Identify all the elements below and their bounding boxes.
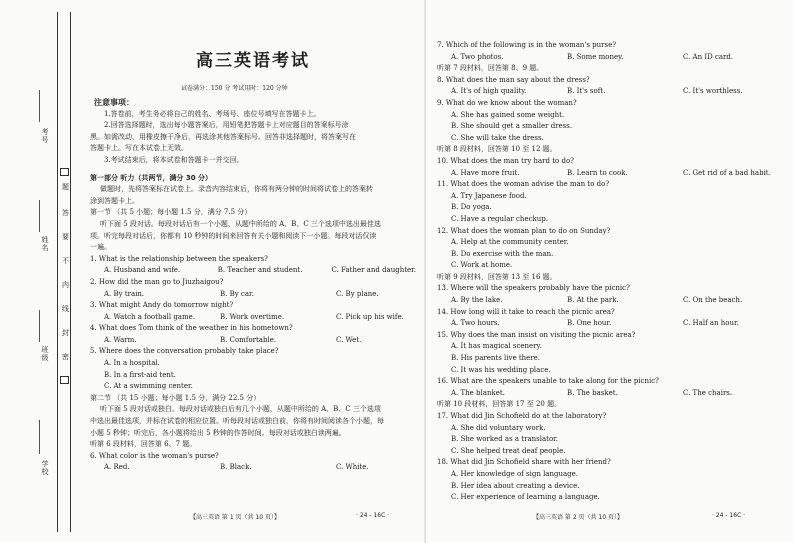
name-label: 姓名 xyxy=(41,236,49,252)
question-text: 18. What did Jin Schofield share with her friend? xyxy=(437,458,611,467)
seal-char: 不 xyxy=(62,257,69,265)
notice-line: 答题卡上。写在本试卷上无效。 xyxy=(90,144,188,153)
seal-char: 要 xyxy=(62,233,69,241)
option-b[interactable]: B. Work overtime. xyxy=(220,312,285,321)
option-c[interactable]: C. Work at home. xyxy=(451,261,513,270)
notice-line: 黑。如需改动，用橡皮擦干净后，再选涂其他答案标号。回答非选择题时，将答案写在 xyxy=(90,132,356,141)
option-a[interactable]: A. Try Japanese food. xyxy=(451,191,527,200)
school-underline xyxy=(39,420,40,454)
question-options xyxy=(104,335,416,347)
question-text: 16. What are the speakers unable to take along for the picnic? xyxy=(437,377,659,386)
exam-title: 高三英语考试 xyxy=(196,51,310,71)
section2-heading: 第二节 （共 15 小题；每小题 1.5 分，满分 22.5 分） xyxy=(90,393,261,402)
seal-char: 线 xyxy=(62,305,69,313)
section2-intro: 听下面 5 段对话或独白。每段对话或独白后有几个小题，从题中所给的 A、B、C 三个选项 xyxy=(100,405,381,414)
seal-char: 答 xyxy=(62,209,69,217)
question-options xyxy=(451,168,787,180)
question-options xyxy=(451,295,787,307)
part1-intro: 做题时，先将答案标在试卷上。录音内容结束后，你将有两分钟的时间将试卷上的答案转 xyxy=(100,185,373,194)
option-c[interactable]: C. An ID card. xyxy=(683,52,734,61)
page-footer-label: 【高三英语 第 1 页（共 10 页）】 xyxy=(190,514,280,521)
option-a[interactable]: A. Two hours. xyxy=(451,319,500,328)
section1-intro: 听下面 5 段对话。每段对话后有一个小题，从题中所给的 A、B、C 三个选项中选出最佳选 xyxy=(100,219,381,228)
left-column xyxy=(90,97,416,474)
question-text: 14. How long will it take to reach the picnic area? xyxy=(437,307,615,316)
question-text: 15. Why does the man insist on visiting the picnic area? xyxy=(437,330,636,339)
question-options xyxy=(451,86,787,98)
notice-line: 2.回答选择题时，选出每小题答案后，用铅笔把答题卡上对应题目的答案标号涂 xyxy=(104,121,349,130)
option-b[interactable]: B. Her idea about creating a device. xyxy=(451,481,580,490)
option-b[interactable]: B. It's soft. xyxy=(567,87,606,96)
option-a[interactable]: A. It's of high quality. xyxy=(451,87,527,96)
section2-intro: 小题 5 秒钟；听完后，各小题将给出 5 秒钟的作答时间。每段对话或独白读两遍。 xyxy=(90,428,346,437)
seal-char: 内 xyxy=(62,281,69,289)
school-label: 学校 xyxy=(41,460,49,476)
option-c[interactable]: C. Get rid of a bad habit. xyxy=(683,168,771,177)
option-a[interactable]: A. Two photos. xyxy=(451,52,504,61)
option-a[interactable]: A. The blanket. xyxy=(451,388,505,397)
option-a[interactable]: A. She did voluntary work. xyxy=(451,423,546,432)
question-text: 11. What does the woman advise the man to do? xyxy=(437,180,610,189)
right-column xyxy=(437,40,787,504)
listening-instruction: 听第 10 段材料，回答第 17 至 20 题。 xyxy=(437,400,562,409)
section2-intro: 中选出最佳选项，并标在试卷的相应位置。听每段对话或独白前，你将有时间阅读各个小题，每 xyxy=(90,417,384,426)
option-a[interactable]: A. Warm. xyxy=(104,335,137,344)
option-b[interactable]: B. Some money. xyxy=(567,52,624,61)
section1-heading: 第一节 （共 5 小题；每小题 1.5 分，满分 7.5 分） xyxy=(90,208,252,217)
option-a[interactable]: A. By the lake. xyxy=(451,296,503,305)
option-c[interactable]: C. She helped treat deaf people. xyxy=(451,446,566,455)
option-b[interactable]: B. Teacher and student. xyxy=(217,266,303,275)
option-b[interactable]: B. Learn to cook. xyxy=(567,168,628,177)
question-text: 17. What did Jin Schofield do at the laboratory? xyxy=(437,412,607,420)
seal-char: 密 xyxy=(62,353,69,361)
option-b[interactable]: B. One hour. xyxy=(567,319,612,328)
seal-marker xyxy=(60,168,69,176)
option-c[interactable]: C. Half an hour. xyxy=(683,319,739,328)
option-b[interactable]: B. In a first-aid tent. xyxy=(104,370,176,379)
question-options xyxy=(451,52,787,64)
class-underline xyxy=(39,310,40,342)
question-text: 12. What does the woman plan to do on Sunday? xyxy=(437,226,611,235)
seal-char: 题 xyxy=(62,183,69,191)
option-a[interactable]: A. Red. xyxy=(104,463,130,472)
option-a[interactable]: A. By train. xyxy=(104,289,145,298)
class-label: 班级 xyxy=(41,346,49,362)
seal-marker xyxy=(60,376,69,384)
option-c[interactable]: C. Have a regular checkup. xyxy=(451,214,548,223)
option-b[interactable]: B. The basket. xyxy=(567,388,618,397)
notice-line: 1.答卷前，考生务必将自己的姓名、考场号、座位号填写在答题卡上。 xyxy=(104,109,321,118)
option-a[interactable]: A. Help at the community center. xyxy=(451,238,569,247)
part1-intro: 涂到答题卡上。 xyxy=(90,196,139,205)
question-text: 10. What does the man try hard to do? xyxy=(437,156,574,165)
option-c[interactable]: C. The chairs. xyxy=(683,388,733,397)
option-c[interactable]: C. Her experience of learning a language. xyxy=(451,493,600,502)
question-options xyxy=(451,388,787,400)
page-fold xyxy=(424,0,426,543)
option-c[interactable]: C. Pick up his wife. xyxy=(336,312,404,321)
option-b[interactable]: B. His parents live there. xyxy=(451,354,541,363)
question-options xyxy=(451,318,787,330)
question-options xyxy=(104,462,416,474)
option-c[interactable]: C. It was his wedding place. xyxy=(451,365,551,374)
seal-line xyxy=(57,12,58,532)
part1-heading: 第一部分 听力（共两节，满分 30 分） xyxy=(90,173,213,182)
option-a[interactable]: A. Husband and wife. xyxy=(104,266,181,275)
question-text: 4. What does Tom think of the weather in his hometown? xyxy=(90,324,293,333)
binding-margin xyxy=(0,0,74,543)
question-options xyxy=(104,265,416,277)
option-b[interactable]: B. She should get a smaller dress. xyxy=(451,122,573,131)
option-c[interactable]: C. By plane. xyxy=(336,289,379,298)
question-text: 1. What is the relationship between the speakers? xyxy=(90,254,268,263)
notice-heading: 注意事项： xyxy=(94,98,134,107)
name-underline xyxy=(39,200,40,232)
option-a[interactable]: A. In a hospital. xyxy=(104,359,160,368)
option-b[interactable]: B. At the park. xyxy=(567,296,619,305)
listening-instruction: 听第 7 段材料，回答第 8、9 题。 xyxy=(437,64,544,73)
question-text: 9. What do we know about the woman? xyxy=(437,98,577,107)
option-a[interactable]: A. Her knowledge of sign language. xyxy=(451,469,578,478)
question-text: 2. How did the man go to Jiuzhaigou? xyxy=(90,277,224,286)
question-options xyxy=(104,312,416,324)
question-text: 8. What does the man say about the dress? xyxy=(437,75,590,84)
listening-instruction: 听第 6 段材料，回答第 6、7 题。 xyxy=(90,440,197,449)
notice-line: 3.考试结束后，将本试卷和答题卡一并交回。 xyxy=(104,155,244,164)
exam-no-underline xyxy=(39,90,40,122)
section1-intro: 一遍。 xyxy=(90,243,111,252)
option-b[interactable]: B. By car. xyxy=(220,289,254,298)
page-footer-code: · 24 - 16C · xyxy=(712,512,746,519)
seal-line xyxy=(70,12,71,532)
exam-meta: 试卷满分：150 分 考试用时：120 分钟 xyxy=(181,85,288,92)
question-options xyxy=(104,289,416,301)
option-c[interactable]: C. She will take the dress. xyxy=(451,133,544,142)
question-text: 7. Which of the following is in the woman's purse? xyxy=(437,41,616,49)
section1-intro: 项。听完每段对话后，你都有 10 秒钟的时间来回答有关小题和阅读下一小题。每段对话仅读 xyxy=(90,231,377,240)
option-c[interactable]: C. At a swimming center. xyxy=(104,382,193,391)
option-b[interactable]: B. Do yoga. xyxy=(451,203,492,212)
option-b[interactable]: B. Do exercise with the man. xyxy=(451,249,554,258)
option-b[interactable]: B. She worked as a translator. xyxy=(451,435,558,444)
question-text: 6. What color is the woman's purse? xyxy=(90,451,219,460)
option-a[interactable]: A. It has magical scenery. xyxy=(451,342,542,351)
listening-instruction: 听第 8 段材料，回答第 10 至 12 题。 xyxy=(437,145,557,154)
question-text: 3. What might Andy do tomorrow night? xyxy=(90,301,234,310)
question-text: 5. Where does the conversation probably take place? xyxy=(90,347,279,356)
option-c[interactable]: C. White. xyxy=(336,463,369,472)
listening-instruction: 听第 9 段材料，回答第 13 至 16 题。 xyxy=(437,272,557,281)
option-c[interactable]: C. Wet. xyxy=(336,335,362,344)
option-c[interactable]: C. It's worthless. xyxy=(683,87,743,96)
option-b[interactable]: B. Comfortable. xyxy=(220,335,277,344)
option-b[interactable]: B. Black. xyxy=(220,463,252,472)
question-text: 13. Where will the speakers probably have the picnic? xyxy=(437,284,630,293)
option-c[interactable]: C. On the beach. xyxy=(683,296,743,305)
option-a[interactable]: A. She has gained some weight. xyxy=(451,110,565,119)
seal-char: 封 xyxy=(62,329,69,337)
option-a[interactable]: A. Have more fruit. xyxy=(451,168,520,177)
page-footer-code: · 24 - 16C · xyxy=(356,512,390,519)
exam-no-label: 考号 xyxy=(41,128,49,144)
option-c[interactable]: C. Father and daughter. xyxy=(331,266,416,275)
option-a[interactable]: A. Watch a football game. xyxy=(104,312,195,321)
page-footer-label: 【高三英语 第 2 页（共 10 页）】 xyxy=(533,514,623,521)
